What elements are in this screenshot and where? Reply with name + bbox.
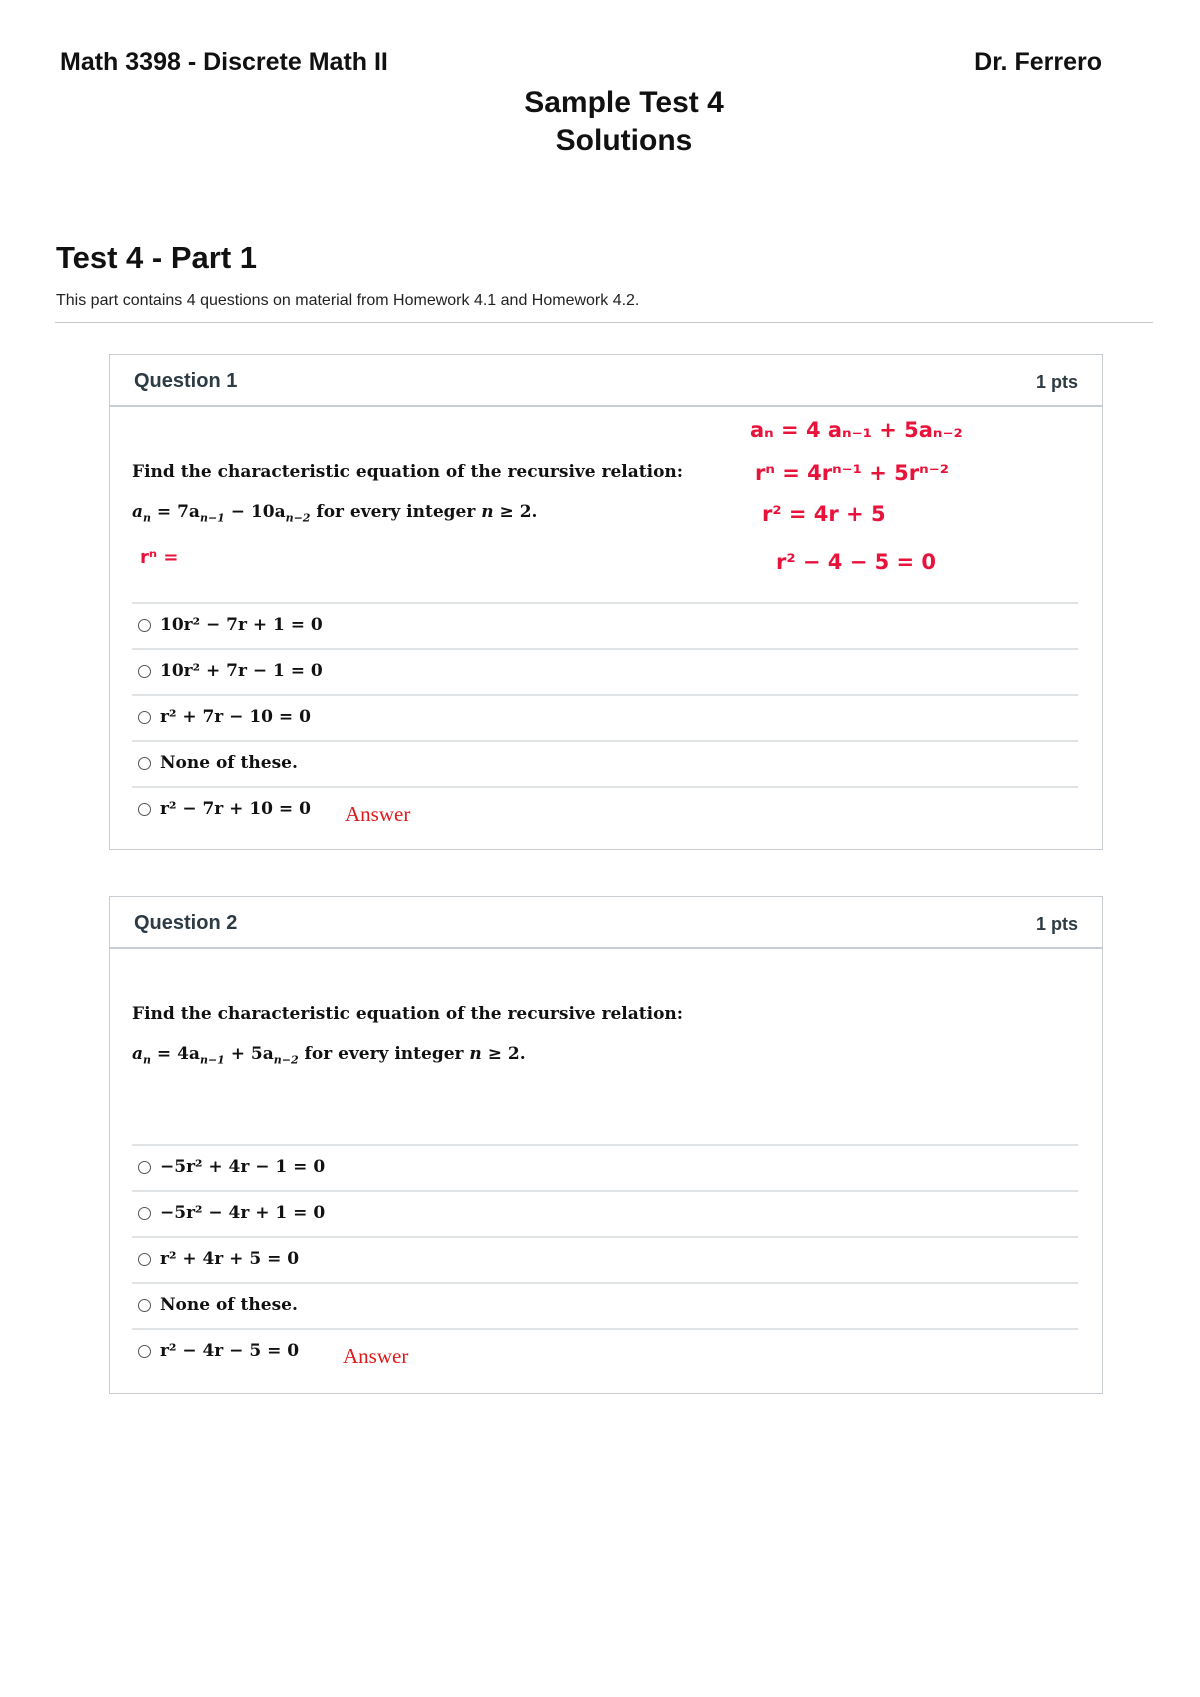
option-label: None of these.: [160, 753, 298, 773]
radio-button[interactable]: [138, 619, 151, 632]
option-row[interactable]: [132, 1328, 1078, 1374]
answer-marker: Answer: [343, 1344, 409, 1368]
answer-options: [132, 1144, 1078, 1374]
question-points: 1 pts: [1035, 372, 1078, 392]
relation-tail: for every integer: [310, 502, 482, 522]
option-label: r² − 7r + 10 = 0: [160, 799, 311, 819]
relation-sub-1: n−1: [199, 511, 225, 525]
recurrence-relation: [132, 502, 537, 524]
radio-button[interactable]: [138, 1345, 151, 1358]
answer-marker: Answer: [345, 802, 411, 826]
option-label: −5r² − 4r + 1 = 0: [160, 1203, 326, 1223]
option-label: r² − 4r − 5 = 0: [160, 1341, 300, 1361]
relation-end: ≥ 2.: [481, 1044, 526, 1064]
handwritten-line-4: r² − 4 − 5 = 0: [776, 550, 937, 574]
relation-lhs-sub: n: [143, 1053, 152, 1067]
radio-button[interactable]: [138, 711, 151, 724]
question-title: Question 2: [134, 912, 238, 934]
radio-button[interactable]: [138, 1161, 151, 1174]
relation-tail: for every integer: [298, 1044, 470, 1064]
relation-lhs: a: [132, 1044, 144, 1064]
relation-sub-1: n−1: [199, 1053, 225, 1067]
part-title: Test 4 - Part 1: [56, 240, 258, 275]
relation-var: n: [481, 502, 494, 522]
option-label: −5r² + 4r − 1 = 0: [160, 1157, 326, 1177]
option-row[interactable]: [132, 602, 1078, 648]
option-label: r² + 4r + 5 = 0: [160, 1249, 300, 1269]
question-header: [110, 355, 1102, 407]
handwritten-line-2: rⁿ = 4rⁿ⁻¹ + 5rⁿ⁻²: [755, 461, 949, 485]
relation-sub-2: n−2: [285, 511, 311, 525]
relation-lhs: a: [132, 502, 144, 522]
recurrence-relation: [132, 1044, 526, 1066]
answer-options: [132, 602, 1078, 832]
option-label: 10r² + 7r − 1 = 0: [160, 661, 323, 681]
option-row[interactable]: [132, 1190, 1078, 1236]
relation-sub-2: n−2: [273, 1053, 299, 1067]
question-prompt: Find the characteristic equation of the recursive relation:: [132, 1004, 684, 1024]
option-label: None of these.: [160, 1295, 298, 1315]
radio-button[interactable]: [138, 803, 151, 816]
option-row[interactable]: [132, 694, 1078, 740]
radio-button[interactable]: [138, 665, 151, 678]
relation-end: ≥ 2.: [493, 502, 538, 522]
handwritten-line-1: aₙ = 4 aₙ₋₁ + 5aₙ₋₂: [750, 418, 963, 442]
option-row[interactable]: [132, 740, 1078, 786]
option-row[interactable]: [132, 786, 1078, 832]
title-line-2: Solutions: [555, 124, 693, 157]
option-row[interactable]: [132, 1144, 1078, 1190]
divider: [55, 322, 1153, 323]
question-header: [110, 897, 1102, 949]
handwritten-line-3: r² = 4r + 5: [762, 502, 886, 526]
question-prompt: Find the characteristic equation of the recursive relation:: [132, 462, 684, 482]
option-label: 10r² − 7r + 1 = 0: [160, 615, 323, 635]
handwritten-note: rⁿ =: [140, 547, 179, 568]
question-card-2: [109, 896, 1103, 1394]
option-label: r² + 7r − 10 = 0: [160, 707, 311, 727]
part-description: This part contains 4 questions on material from Homework 4.1 and Homework 4.2.: [56, 292, 640, 309]
radio-button[interactable]: [138, 757, 151, 770]
option-row[interactable]: [132, 1282, 1078, 1328]
option-row[interactable]: [132, 1236, 1078, 1282]
option-row[interactable]: [132, 648, 1078, 694]
relation-var: n: [469, 1044, 482, 1064]
radio-button[interactable]: [138, 1253, 151, 1266]
question-points: 1 pts: [1035, 914, 1078, 934]
relation-lhs-sub: n: [143, 511, 152, 525]
course-title: Math 3398 - Discrete Math II: [60, 48, 388, 76]
document-title: [0, 84, 1200, 160]
relation-mid: − 10a: [224, 502, 286, 522]
relation-mid: + 5a: [224, 1044, 274, 1064]
radio-button[interactable]: [138, 1299, 151, 1312]
instructor-name: Dr. Ferrero: [974, 48, 1102, 76]
relation-eq: = 4a: [151, 1044, 200, 1064]
question-title: Question 1: [134, 370, 238, 392]
title-line-1: Sample Test 4: [524, 86, 724, 119]
radio-button[interactable]: [138, 1207, 151, 1220]
relation-eq: = 7a: [151, 502, 200, 522]
